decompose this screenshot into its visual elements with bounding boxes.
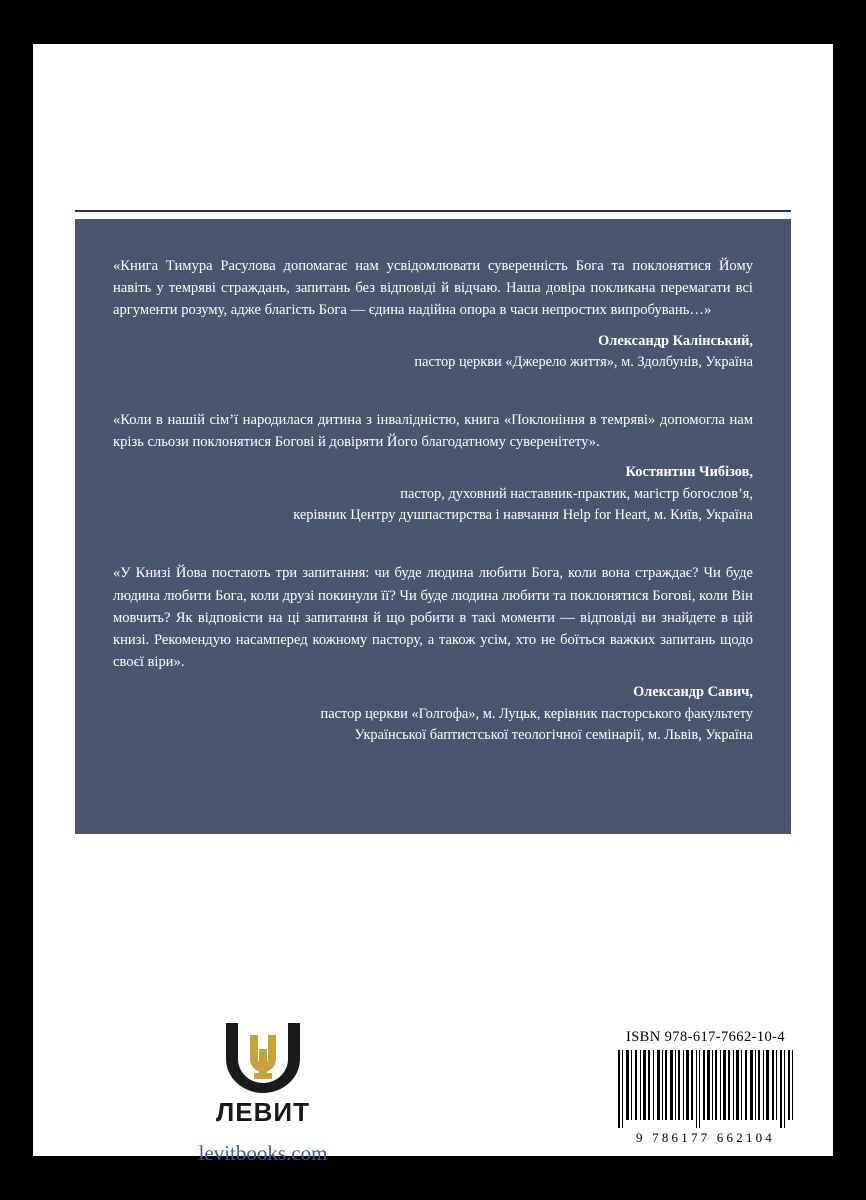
- endorsement-credential: керівник Центру душпастирства і навчання Help for Heart, м. Київ, Україна: [293, 507, 753, 524]
- endorsement-attribution: [113, 462, 753, 526]
- publisher-name: ЛЕВИТ: [216, 1097, 310, 1127]
- endorsement-credential: пастор церкви «Голгофа», м. Луцьк, керівник пасторського факультету: [320, 705, 753, 722]
- endorsement-block: [113, 409, 753, 526]
- publisher-website-link[interactable]: levitbooks.com: [198, 1141, 328, 1165]
- endorsement-author: Олександр Калінський,: [598, 332, 753, 349]
- back-cover-page: [33, 44, 833, 1165]
- endorsement-author: Костянтин Чибізов,: [625, 464, 753, 481]
- isbn-label: ISBN 978-617-7662-10-4: [625, 1029, 786, 1045]
- endorsement-quote: «Книга Тимура Расулова допомагає нам усвідомлювати суверенність Бога та поклонятися Йому навіть у темряві страждань, запитань без відповіді й відчаю. Наша довіра покликана перемагати всі аргументи розуму, адже благість Бога — єдина надійна опора в часи непростих випробувань…»: [113, 258, 753, 319]
- barcode-digits: 9 786177 662104: [636, 1130, 775, 1145]
- block-spacer: [113, 395, 753, 409]
- endorsement-quote: «Коли в нашій сім’ї народилася дитина з інвалідністю, книга «Поклоніння в темряві» допомогла нам крізь сльози поклонятися Богові й довіряти Його благодатному суверенітету».: [113, 412, 753, 451]
- levit-logo-icon: [220, 1019, 306, 1093]
- block-spacer: [113, 548, 753, 562]
- endorsement-attribution: [113, 682, 753, 746]
- endorsement-author: Олександр Савич,: [633, 684, 753, 701]
- divider-rule: [75, 210, 791, 212]
- endorsement-credential: пастор церкви «Джерело життя», м. Здолбунів, Україна: [414, 353, 753, 370]
- endorsement-block: [113, 562, 753, 746]
- isbn-area: [608, 1029, 803, 1146]
- endorsement-quote: «У Книзі Йова постають три запитання: чи буде людина любити Бога, коли вона страждає? Чи буде людина любити Бога, коли друзі покинули її? Чи буде людина любити та поклонятися Богові, коли Він мовчить? Як відповісти на ці запитання й що робити в такі моменти — відповіді ви знайдете в цій книзі. Рекомендую насамперед кожному пастору, а також усім, хто не боїться важких запитань щодо своєї віри».: [113, 565, 753, 671]
- endorsement-credential: Української баптистської теологічної семінарії, м. Львів, Україна: [354, 726, 753, 743]
- barcode-icon: [616, 1050, 796, 1128]
- endorsement-block: [113, 255, 753, 373]
- endorsement-attribution: [113, 331, 753, 374]
- endorsement-credential: пастор, духовний наставник-практик, магістр богослов’я,: [400, 485, 753, 502]
- publisher-logo-area: [153, 1019, 373, 1166]
- endorsements-panel: [75, 219, 791, 834]
